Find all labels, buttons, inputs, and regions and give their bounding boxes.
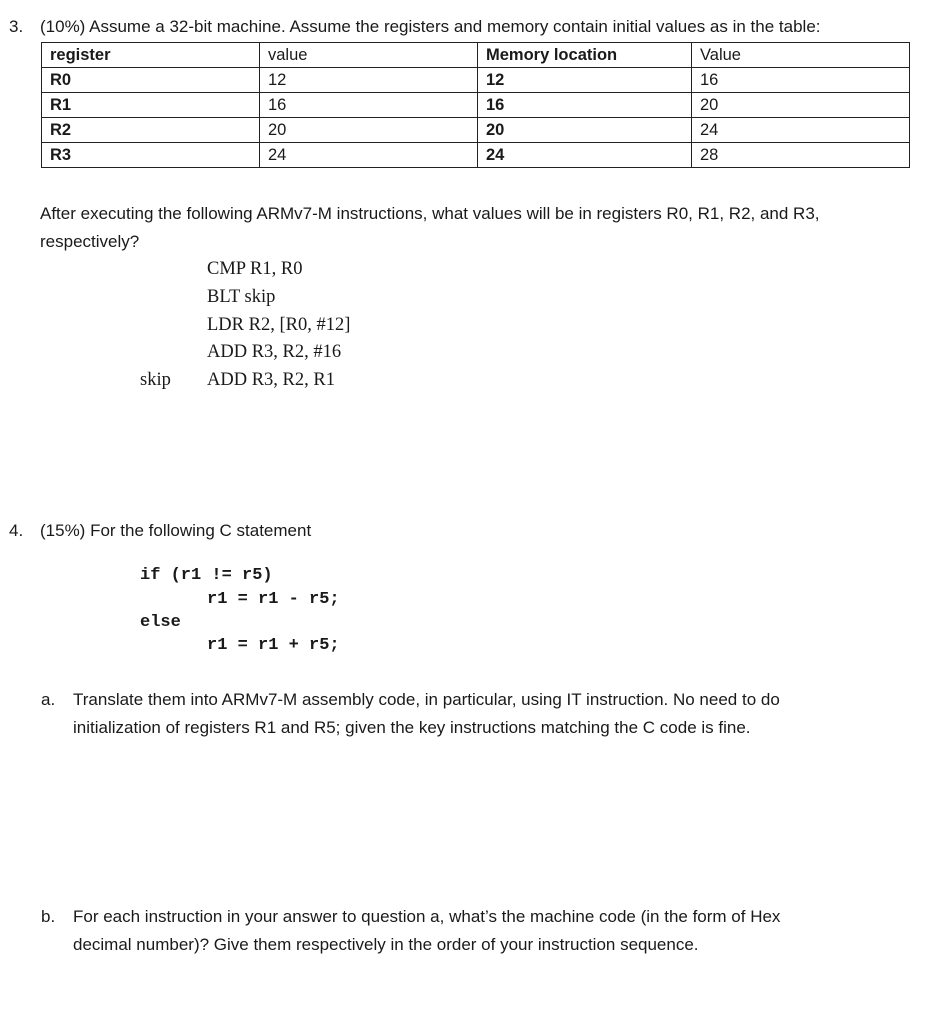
cell-memory-location: 12 <box>478 68 692 93</box>
header-value: value <box>260 43 478 68</box>
cell-register: R1 <box>42 93 260 118</box>
q4-part-a-line1: Translate them into ARMv7-M assembly code, in particular, using IT instruction. No need to do <box>73 690 780 709</box>
code-line: r1 = r1 - r5; <box>207 590 340 609</box>
q4-prompt: (15%) For the following C statement <box>40 521 312 540</box>
q3-question-line2: respectively? <box>40 232 140 251</box>
q4-part-b-line2: decimal number)? Give them respectively in the order of your instruction sequence. <box>73 935 699 954</box>
q4-part-a-line2: initialization of registers R1 and R5; given the key instructions matching the C code is fine. <box>73 718 751 737</box>
code-line: CMP R1, R0 <box>207 259 303 279</box>
cell-memory-value: 24 <box>692 118 910 143</box>
register-memory-table <box>41 42 910 168</box>
q4-number: 4. <box>9 521 24 540</box>
table-row <box>42 93 910 118</box>
code-line: else <box>140 613 181 632</box>
cell-memory-location: 16 <box>478 93 692 118</box>
cell-memory-location: 24 <box>478 143 692 168</box>
table-row <box>42 143 910 168</box>
header-memory-value: Value <box>692 43 910 68</box>
q3-number: 3. <box>9 17 24 36</box>
q3-prompt: (10%) Assume a 32-bit machine. Assume the registers and memory contain initial values as in the table: <box>40 17 821 36</box>
q3-question-line1: After executing the following ARMv7-M instructions, what values will be in registers R0, R1, R2, and R3, <box>40 204 820 223</box>
code-line: BLT skip <box>207 287 276 307</box>
cell-memory-value: 16 <box>692 68 910 93</box>
code-line: r1 = r1 + r5; <box>207 636 340 655</box>
cell-memory-value: 28 <box>692 143 910 168</box>
cell-register: R2 <box>42 118 260 143</box>
code-line: ADD R3, R2, #16 <box>207 342 342 362</box>
q4-part-b-line1: For each instruction in your answer to question a, what’s the machine code (in the form of Hex <box>73 907 781 926</box>
code-line: LDR R2, [R0, #12] <box>207 315 351 335</box>
cell-value: 20 <box>260 118 478 143</box>
code-label-skip: skip <box>140 370 171 390</box>
header-register: register <box>42 43 260 68</box>
cell-register: R3 <box>42 143 260 168</box>
table-row <box>42 68 910 93</box>
cell-memory-value: 20 <box>692 93 910 118</box>
cell-value: 12 <box>260 68 478 93</box>
code-line: if (r1 != r5) <box>140 566 273 585</box>
q4-part-a-letter: a. <box>41 690 56 709</box>
cell-memory-location: 20 <box>478 118 692 143</box>
header-memory-location: Memory location <box>478 43 692 68</box>
cell-register: R0 <box>42 68 260 93</box>
code-line: ADD R3, R2, R1 <box>207 370 335 390</box>
cell-value: 16 <box>260 93 478 118</box>
table-header-row <box>42 43 910 68</box>
cell-value: 24 <box>260 143 478 168</box>
table-row <box>42 118 910 143</box>
q4-part-b-letter: b. <box>41 907 56 926</box>
